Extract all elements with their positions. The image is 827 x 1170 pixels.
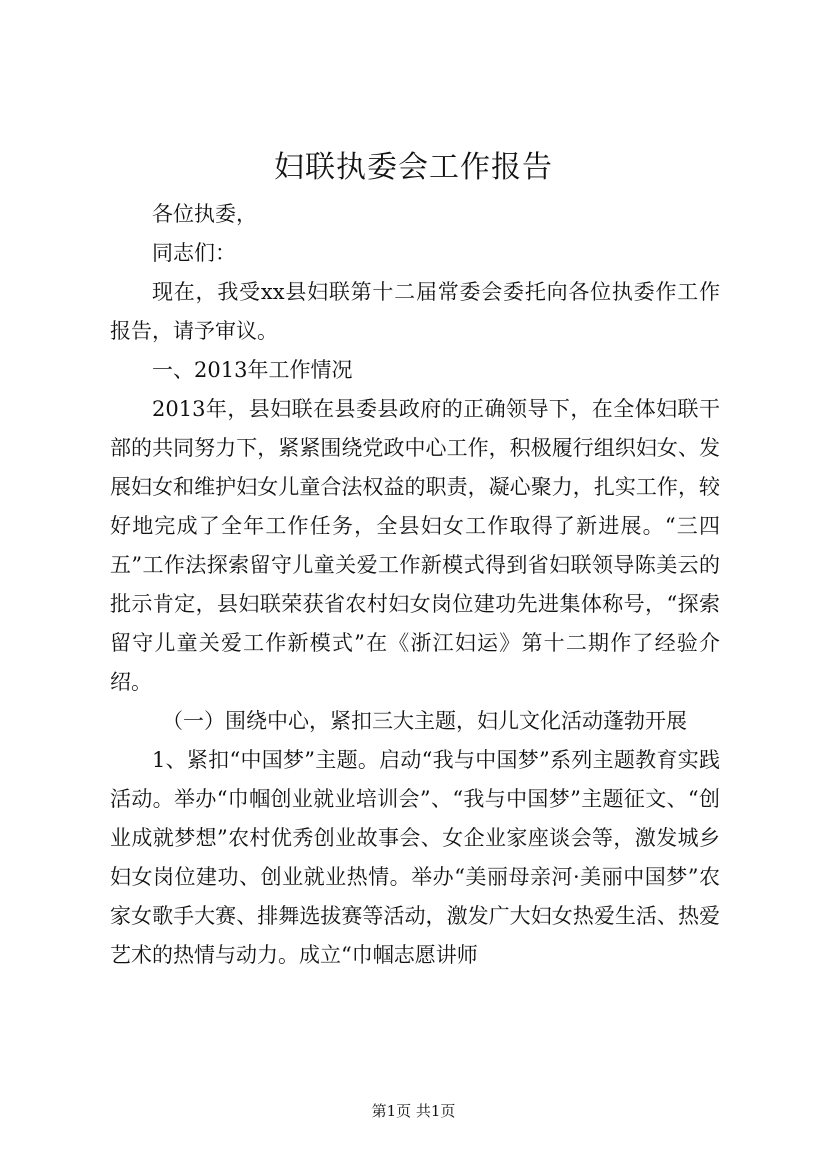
paragraph-salutation-2: 同志们： [152, 241, 236, 265]
section-heading-1: 一、2013年工作情况 [152, 358, 353, 382]
paragraph-summary: 2013年，县妇联在县委县政府的正确领导下，在全体妇联干部的共同努力下，紧紧围绕党政中心工作，积极履行组织妇女、发展妇女和维护妇女儿童合法权益的职责，凝心聚力，扎实工作，较好地完成了全年工作任务，全县妇女工作取得了新进展。“三四五”工作法探索留守儿童关爱工作新模式得到省妇联领导陈美云的批示肯定，县妇联荣获省农村妇女岗位建功先进集体称号，“探索留守儿童关爱工作新模式”在《浙江妇运》第十二期作了经验介绍。 [110, 397, 720, 694]
paragraph-intro: 现在，我受xx县妇联第十二届常委会委托向各位执委作工作报告，请予审议。 [110, 280, 720, 343]
page-footer: 第1页 共1页 [371, 1102, 456, 1120]
paragraph-salutation-1: 各位执委， [152, 202, 257, 226]
document-title: 妇联执委会工作报告 [274, 150, 553, 185]
document-body [110, 195, 720, 975]
subsection-heading-1: （一）围绕中心，紧扣三大主题，妇儿文化活动蓬勃开展 [162, 709, 687, 733]
paragraph-item-1: 1、紧扣“中国梦”主题。启动“我与中国梦”系列主题教育实践活动。举办“巾帼创业就业培训会”、“我与中国梦”主题征文、“创业成就梦想”农村优秀创业故事会、女企业家座谈会等，激发城乡妇女岗位建功、创业就业热情。举办“美丽母亲河·美丽中国梦”农家女歌手大赛、排舞选拔赛等活动，激发广大妇女热爱生活、热爱艺术的热情与动力。成立“巾帼志愿讲师 [110, 748, 720, 967]
